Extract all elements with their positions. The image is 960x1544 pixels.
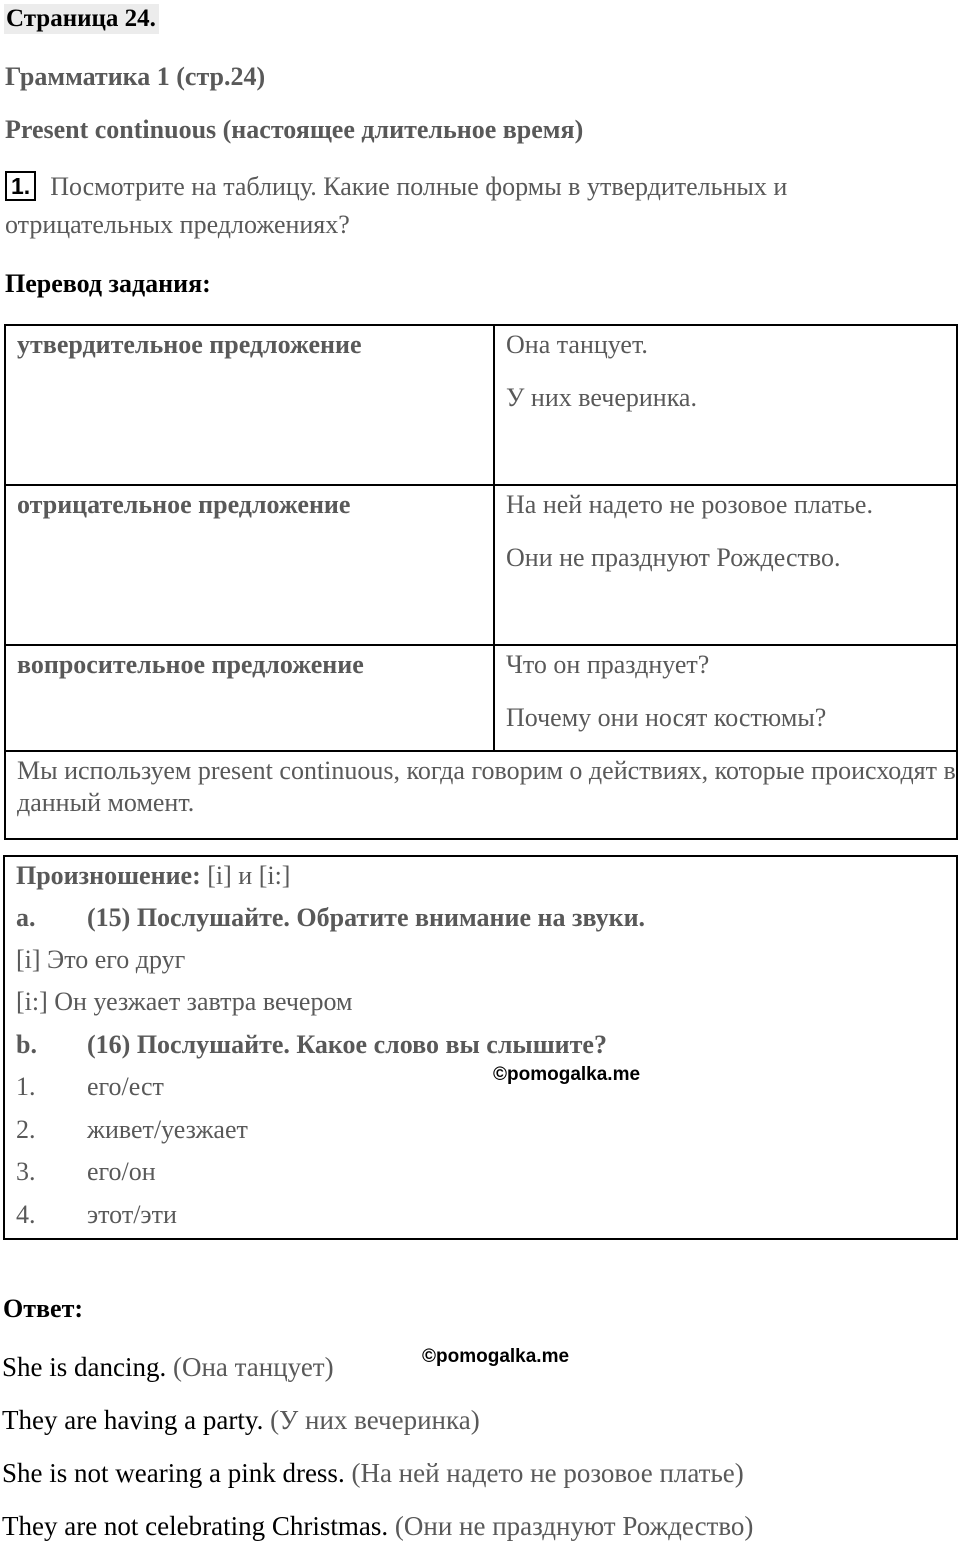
examples-cell (494, 325, 957, 485)
answer-line (2, 1403, 480, 1437)
example-text: Почему они носят костюмы? (506, 703, 827, 732)
list-item: этот/эти (87, 1200, 177, 1229)
examples-cell (494, 485, 957, 645)
sentence-type-label: утвердительное предложение (17, 330, 362, 359)
usage-note: Мы используем present continuous, когда говорим о действиях, которые происходят в данный момент. (5, 751, 957, 839)
examples-cell (494, 645, 957, 751)
grammar-table (4, 324, 958, 840)
answer-line (2, 1350, 334, 1384)
task-text: Посмотрите на таблицу. Какие полные формы в утвердительных и отрицательных предложениях? (5, 172, 788, 239)
answer-line (2, 1509, 753, 1543)
answer-translation: (У них вечеринка) (270, 1405, 480, 1435)
sentence-type-label: вопросительное предложение (17, 650, 364, 679)
example-text: Что он празднует? (506, 650, 710, 679)
exercise-a-text: (15) Послушайте. Обратите внимание на звуки. (87, 903, 646, 932)
answer-translation: (Она танцует) (172, 1352, 334, 1382)
table-row (5, 751, 957, 839)
example-text: У них вечеринка. (506, 383, 697, 412)
answer-english: They are not celebrating Christmas. (2, 1511, 389, 1541)
exercise-b-text: (16) Послушайте. Какое слово вы слышите? (87, 1030, 607, 1059)
pronunciation-box (3, 855, 958, 1240)
task-1 (5, 168, 935, 244)
page-title: Страница 24. (4, 4, 159, 34)
sentence-type-cell (5, 645, 494, 751)
answer-english: She is not wearing a pink dress. (2, 1458, 345, 1488)
sound-example-ii: [i:] Он уезжает завтра вечером (16, 987, 353, 1016)
watermark: ©pomogalka.me (493, 1064, 641, 1085)
table-row (5, 645, 957, 751)
answer-english: She is dancing. (2, 1352, 167, 1382)
example-text: На ней надето не розовое платье. (506, 490, 873, 519)
answer-line (2, 1456, 744, 1490)
answer-heading: Ответ: (3, 1294, 84, 1323)
example-text: Они не празднуют Рождество. (506, 543, 841, 572)
list-item: живет/уезжает (87, 1115, 248, 1144)
present-continuous-heading: Present continuous (настоящее длительное время) (5, 115, 584, 144)
list-item: его/ест (87, 1072, 164, 1101)
sound-example-i: [i] Это его друг (16, 945, 186, 974)
task-number: 1. (5, 171, 36, 201)
list-item-number: 3. (16, 1157, 36, 1186)
example-text: Она танцует. (506, 330, 648, 359)
list-item: его/он (87, 1157, 156, 1186)
exercise-b-letter: b. (16, 1030, 37, 1059)
grammar-heading: Грамматика 1 (стр.24) (5, 62, 266, 91)
sentence-type-cell (5, 325, 494, 485)
exercise-a-letter: a. (16, 903, 36, 932)
translation-heading: Перевод задания: (5, 269, 211, 298)
list-item-number: 2. (16, 1115, 36, 1144)
sentence-type-cell (5, 485, 494, 645)
sentence-type-label: отрицательное предложение (17, 490, 351, 519)
answer-translation: (На ней надето не розовое платье) (351, 1458, 744, 1488)
answer-english: They are having a party. (2, 1405, 264, 1435)
table-row (5, 325, 957, 485)
list-item-number: 4. (16, 1200, 36, 1229)
list-item-number: 1. (16, 1072, 36, 1101)
answer-translation: (Они не празднуют Рождество) (394, 1511, 754, 1541)
table-row (5, 485, 957, 645)
watermark: ©pomogalka.me (422, 1346, 570, 1367)
pronunciation-title: Произношение: [i] и [i:] (16, 861, 291, 890)
